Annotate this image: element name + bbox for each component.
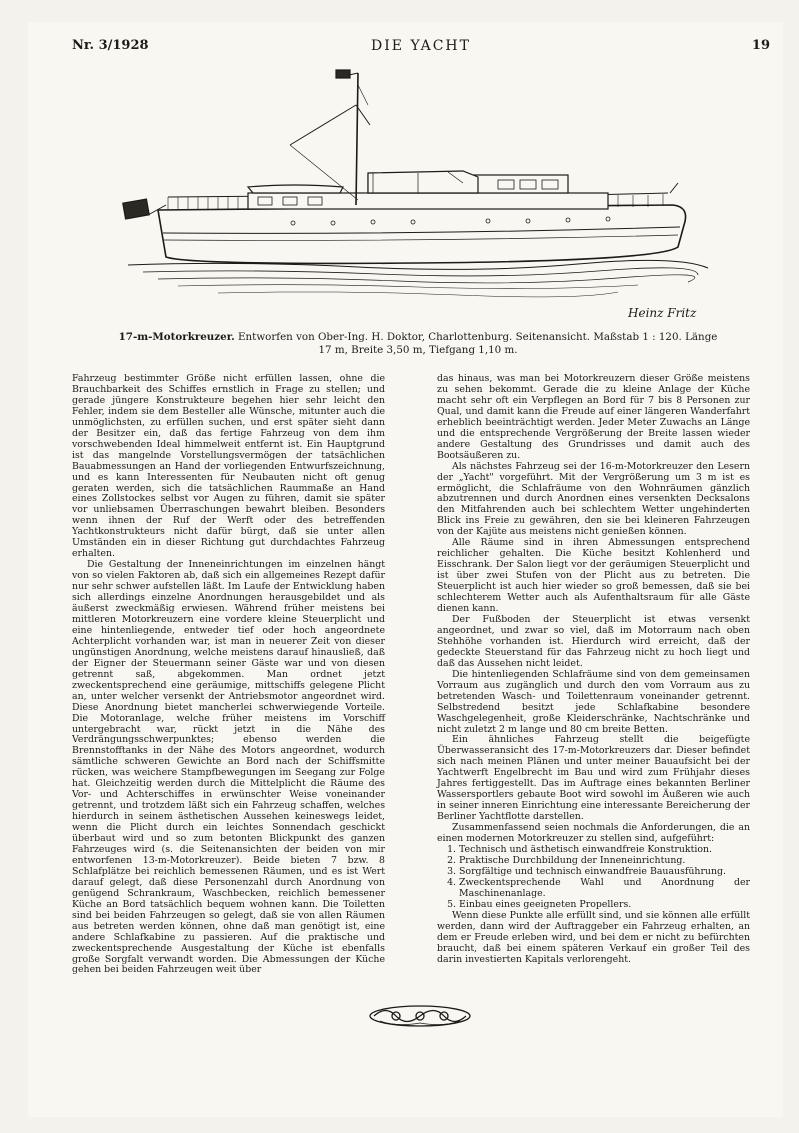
paragraph: Zusammenfassend seien nochmals die Anforderungen, die an einen modernen Motorkreuzer zu stellen sind, aufgeführt: xyxy=(437,822,750,845)
requirements-list xyxy=(437,845,750,911)
issue-number: Nr. 3/1928 xyxy=(72,38,149,53)
right-column xyxy=(437,374,750,965)
mast xyxy=(356,73,358,205)
left-column xyxy=(72,374,385,976)
list-item: 1. Technisch und ästhetisch einwandfreie Konstruktion. xyxy=(459,845,750,856)
paragraph: Fahrzeug bestimmter Größe nicht erfüllen lassen, ohne die Brauchbarkeit des Schiffes ernstlich in Frage zu stellen; und gerade jüngere Konstrukteure begehen hier sehr leicht den Fehler, indem sie dem Besteller alle Wünsche, mitunter auch die unmöglichsten, zu erfüllen suchen, und erst später sieht dann der Besitzer ein, daß das fertige Fahrzeug von dem ihm vorschwebenden Ideal himmelweit entfernt ist. Ein Hauptgrund ist das mangelnde Vorstellungsvermögen der tatsächlichen Bauabmessungen an Hand der vorliegenden Entwurfszeichnung, und es kann Interessenten für Neubauten nicht oft genug geraten werden, sich die tatsächlichen Raummaße an Hand eines Zollstockes selbst vor Augen zu führen, damit sie später vor unliebsamen Überraschungen bewahrt bleiben. Besonders wenn ihnen der Ruf der Werft oder des betreffenden Yachtkonstrukteurs nicht dafür bürgt, daß sie unter allen Umständen ein in dieser Richtung gut durchdachtes Fahrzeug erhalten. xyxy=(72,373,385,560)
paragraph: Wenn diese Punkte alle erfüllt sind, und sie können alle erfüllt werden, dann wird der Auftraggeber ein Fahrzeug erhalten, an dem er Freude erleben wird, und bei dem er nicht zu befürchten braucht, daß bei einem späteren Verkauf ein großer Teil des darin investierten Kapitals verlorengeht. xyxy=(437,909,750,965)
paragraph: das hinaus, was man bei Motorkreuzern dieser Größe meistens zu sehen bekommt. Gerade die zu kleine Anlage der Küche macht sehr oft ein Verpflegen an Bord für 7 bis 8 Personen zur Qual, und damit kann die Freude auf einer längeren Wanderfahrt erheblich beeinträchtigt werden. Jeder Meter Zuwachs an Länge und die entsprechende Vergrößerung der Breite lassen wieder andere Gestaltung des Grundrisses und damit auch des Bootsäußeren zu. xyxy=(437,373,750,461)
signature: Heinz Fritz xyxy=(628,306,697,320)
paragraph: Ein ähnliches Fahrzeug stellt die beigefügte Überwasseransicht des 17-m-Motorkreuzers dar. Dieser befindet sich nach meinen Plänen und unter meiner Bauaufsicht bei der Yachtwerft Engelbrecht im Bau und wird zum Frühjahr dieses Jahres fertiggestellt. Das im Auftrage eines bekannten Berliner Wassersportlers gebaute Boot wird sowohl im Äußeren wie auch in seiner inneren Einrichtung eine interessante Bereicherung der Berliner Yachtflotte darstellen. xyxy=(437,734,750,823)
paragraph: Die Gestaltung der Inneneinrichtungen im einzelnen hängt von so vielen Faktoren ab, daß sich ein allgemeines Rezept dafür nur sehr schwer aufstellen läßt. Im Laufe der Entwicklung haben sich allerdings einzelne Anordnungen herausgebildet und als äußerst zweckmäßig erwiesen. Während früher meistens bei mittleren Motorkreuzern eine vordere kleine Steuerplicht und eine hintenliegende, entweder tief oder hoch angeordnete Achterplicht vorhanden war, ist man in neuerer Zeit von dieser ungünstigen Anordnung, welche meistens darauf hinausließ, daß der Eigner der Steuermann seiner Gäste war und von diesen getrennt saß, abgekommen. Man ordnet jetzt zweckentsprechend eine geräumige, mittschiffs gelegene Plicht an, unter welcher versenkt der Antriebsmotor angeordnet wird. Diese Anordnung bietet mancherlei schwerwiegende Vorteile. Die Motoranlage, welche früher meistens im Vorschiff untergebracht war, rückt jetzt in die Nähe des Verdrängungsschwerpunktes; ebenso werden die Brennstofftanks in der Nähe des Motors angeordnet, wodurch sämtliche schweren Gewichte an Bord nach der Schiffsmitte rücken, was weichere Stampfbewegungen im Seegang zur Folge hat. Gleichzeitig werden durch die Mittelplicht die Räume des Vor- und Achterschiffes in erwünschter Weise voneinander getrennt, und trotzdem läßt sich ein Fahrzeug schaffen, welches hierdurch in seinem ästhetischen Aussehen keineswegs leidet, wenn die Plicht durch ein leichtes Sonnendach geschickt überbaut wird und so zum betonten Blickpunkt des ganzen Fahrzeuges wird (s. die Seitenansichten der beiden von mir entworfenen 13-m-Motorkreuzer). Beide bieten 7 bzw. 8 Schlafplätze bei reichlich bemessenen Räumen, und es ist Wert darauf gelegt, daß diese Personenzahl durch Anordnung von genügend Schrankraum, Waschbecken, reichlich bemessener Küche an Bord tatsächlich bequem wohnen kann. Die Toiletten sind bei beiden Fahrzeugen so gelegt, daß sie von allen Räumen aus betreten werden können, ohne daß man genötigt ist, eine andere Schlafkabine zu passieren. Auf die praktische und zweckentsprechende Ausgestaltung der Küche ist ebenfalls große Sorgfalt verwandt worden. Die Abmessungen der Küche gehen bei beiden Fahrzeugen weit über xyxy=(72,559,385,976)
paragraph: Als nächstes Fahrzeug sei der 16-m-Motorkreuzer den Lesern der „Yacht" vorgeführt. Mit der Vergrößerung um 3 m ist es ermöglicht, die Schlafräume von den Wohnräumen gänzlich abzutrennen und durch Anordnen eines versenkten Decksalons den Mitfahrenden auch bei schlechtem Wetter ungehinderten Blick ins Freie zu gewähren, den sie bei kleineren Fahrzeugen von der Kajüte aus meistens nicht genießen können. xyxy=(437,460,750,538)
hull xyxy=(158,205,686,263)
list-item: 5. Einbau eines geeigneten Propellers. xyxy=(459,900,750,911)
motor-cruiser-illustration xyxy=(118,65,718,327)
caption-text: Entworfen von Ober-Ing. H. Doktor, Charlottenburg. Seitenansicht. Maßstab 1 : 120. Länge 17 m, Breite 3,50 m, Tiefgang 1,10 m. xyxy=(234,331,718,356)
list-item: 2. Praktische Durchbildung der Inneneinrichtung. xyxy=(459,856,750,867)
list-item: 3. Sorgfältige und technisch einwandfreie Bauausführung. xyxy=(459,867,750,878)
caption-title: 17-m-Motorkreuzer. xyxy=(118,331,235,343)
deck-cabin xyxy=(248,193,608,209)
paragraph: Der Fußboden der Steuerplicht ist etwas versenkt angeordnet, und zwar so viel, daß im Motorraum nach oben Stehhöhe vorhanden ist. Hierdurch wird erreicht, daß der gedeckte Steuerstand für das Fahrzeug nicht zu hoch liegt und daß das Aussehen nicht leidet. xyxy=(437,613,750,669)
page-header xyxy=(72,38,770,58)
paragraph: Alle Räume sind in ihren Abmessungen entsprechend reichlicher gehalten. Die Küche besitzt Kohlenherd und Eisschrank. Der Salon liegt vor der geräumigen Steuerplicht und ist über zwei Stufen von der Plicht aus zu betreten. Die Steuerplicht ist auch hier wieder so groß bemessen, daß sie bei schlechterem Wetter auch als Aufenthaltsraum für alle Gäste dienen kann. xyxy=(437,537,750,615)
magazine-title: DIE YACHT xyxy=(371,38,471,54)
paragraph: Die hintenliegenden Schlafräume sind von dem gemeinsamen Vorraum aus zugänglich und durch den vom Vorraum aus zu betretenden Wasch- und Toilettenraum voneinander getrennt. Selbstredend besitzt jede Schlafkabine besondere Waschgelegenheit, große Kleiderschränke, Nachtschränke und nicht zuletzt 2 m lange und 80 cm breite Betten. xyxy=(437,668,750,735)
lifeboat xyxy=(248,185,343,193)
list-item: 4. Zweckentsprechende Wahl und Anordnung der Maschinenanlage. xyxy=(459,878,750,900)
water-surface xyxy=(128,260,708,297)
stern-flag xyxy=(123,199,149,219)
page-number: 19 xyxy=(751,38,770,53)
decorative-ornament-icon xyxy=(366,1003,474,1029)
figure-caption xyxy=(118,331,718,357)
